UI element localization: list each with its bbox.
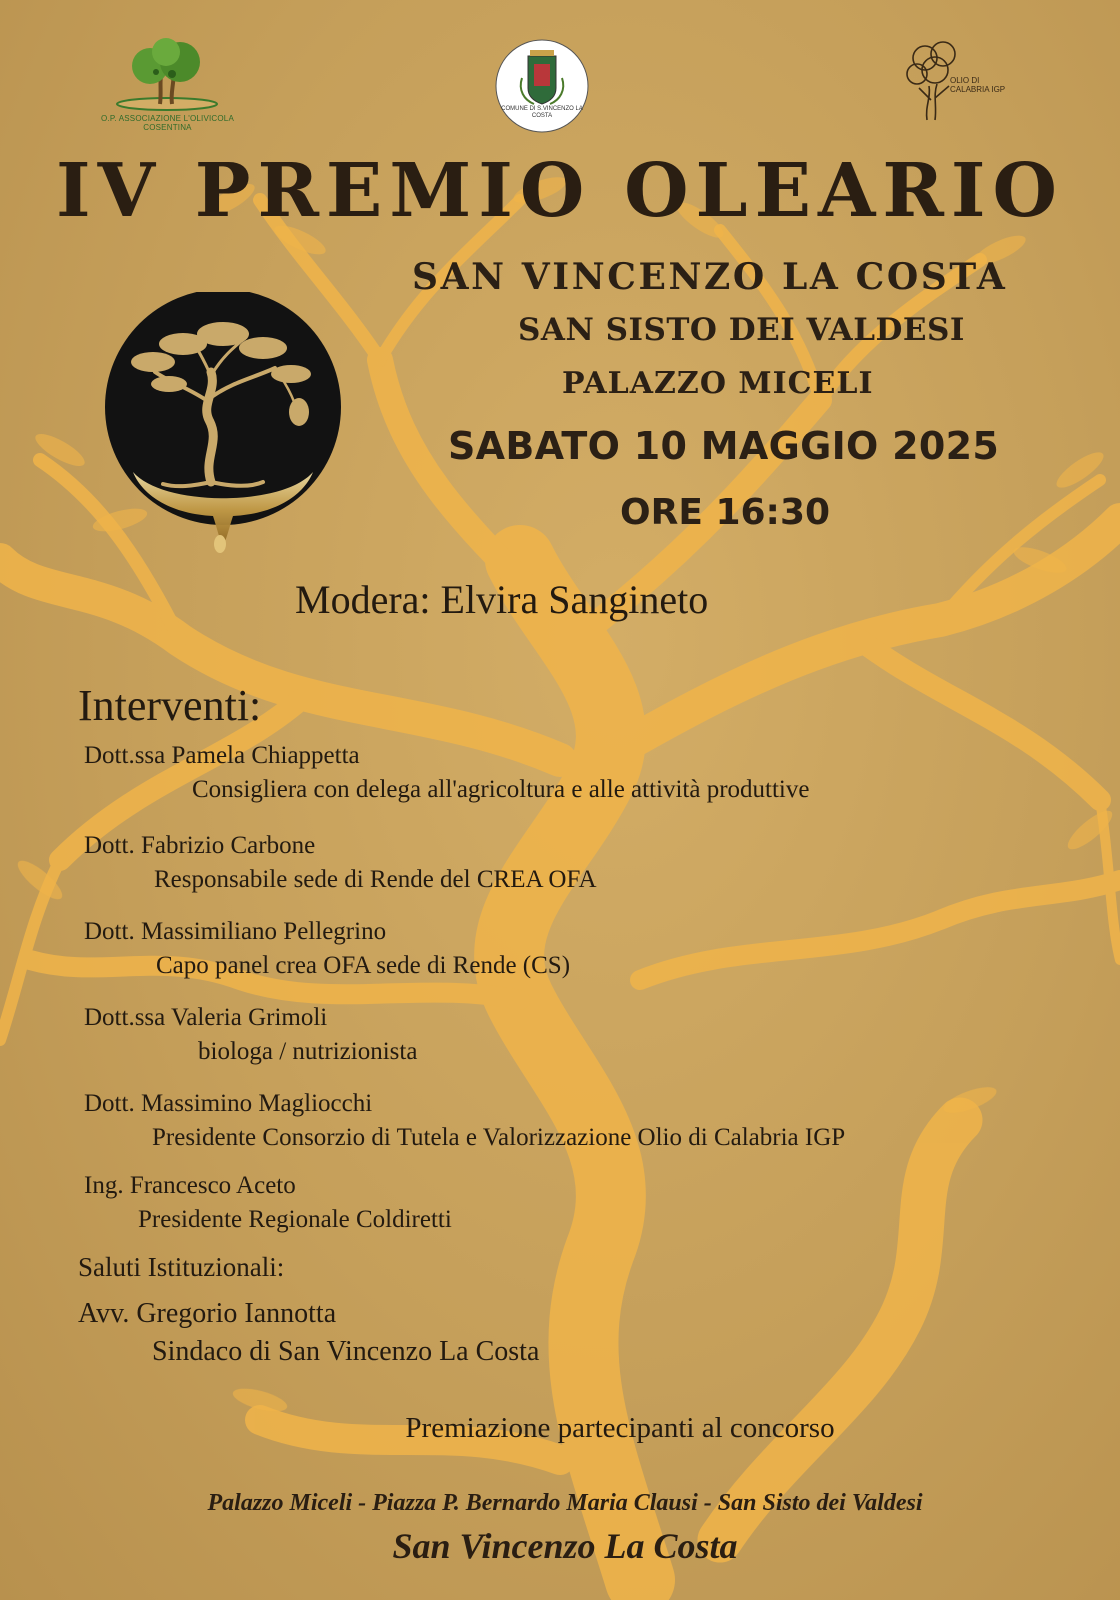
- interventi-heading: Interventi:: [78, 681, 262, 730]
- speaker-role: Responsabile sede di Rende del CREA OFA: [154, 866, 597, 893]
- saluti-heading: Saluti Istituzionali:: [78, 1252, 285, 1282]
- speaker-name: Dott. Massimiliano Pellegrino: [84, 918, 387, 945]
- speaker-role: Presidente Consorzio di Tutela e Valorizzazione Olio di Calabria IGP: [152, 1124, 846, 1151]
- location-hamlet: SAN SISTO DEI VALDESI: [518, 312, 965, 348]
- venue-address: Palazzo Miceli - Piazza P. Bernardo Maria Clausi - San Sisto dei Valdesi: [207, 1490, 923, 1516]
- speaker-role: Capo panel crea OFA sede di Rende (CS): [156, 952, 571, 979]
- logo-left-caption: O.P. ASSOCIAZIONE L'OLIVICOLA COSENTINA: [100, 114, 234, 132]
- event-title: IV PREMIO OLEARIO: [56, 148, 1064, 234]
- logo-center-caption: COMUNE DI S.VINCENZO LA COSTA: [501, 106, 583, 119]
- location-town: SAN VINCENZO LA COSTA: [412, 256, 1008, 298]
- event-date: SABATO 10 MAGGIO 2025: [448, 424, 1000, 468]
- speaker-role: Consigliera con delega all'agricoltura e alle attività produttive: [192, 776, 810, 803]
- speaker-name: Dott. Massimino Magliocchi: [84, 1090, 373, 1117]
- speaker-name: Ing. Francesco Aceto: [84, 1172, 296, 1199]
- location-venue: PALAZZO MICELI: [562, 366, 874, 401]
- speaker-name: Dott.ssa Pamela Chiappetta: [84, 742, 360, 769]
- award-line: Premiazione partecipanti al concorso: [405, 1412, 835, 1444]
- speaker-role: biologa / nutrizionista: [198, 1038, 418, 1065]
- event-time: ORE 16:30: [620, 492, 831, 533]
- speaker-role: Presidente Regionale Coldiretti: [138, 1206, 452, 1233]
- saluti-name: Avv. Gregorio Iannotta: [78, 1298, 337, 1329]
- speaker-name: Dott.ssa Valeria Grimoli: [84, 1004, 328, 1031]
- logo-right-caption: OLIO DI CALABRIA IGP: [950, 76, 1006, 94]
- moderator: Modera: Elvira Sangineto: [295, 577, 709, 622]
- town-name: San Vincenzo La Costa: [392, 1526, 738, 1566]
- speaker-name: Dott. Fabrizio Carbone: [84, 832, 316, 859]
- saluti-role: Sindaco di San Vincenzo La Costa: [152, 1336, 540, 1367]
